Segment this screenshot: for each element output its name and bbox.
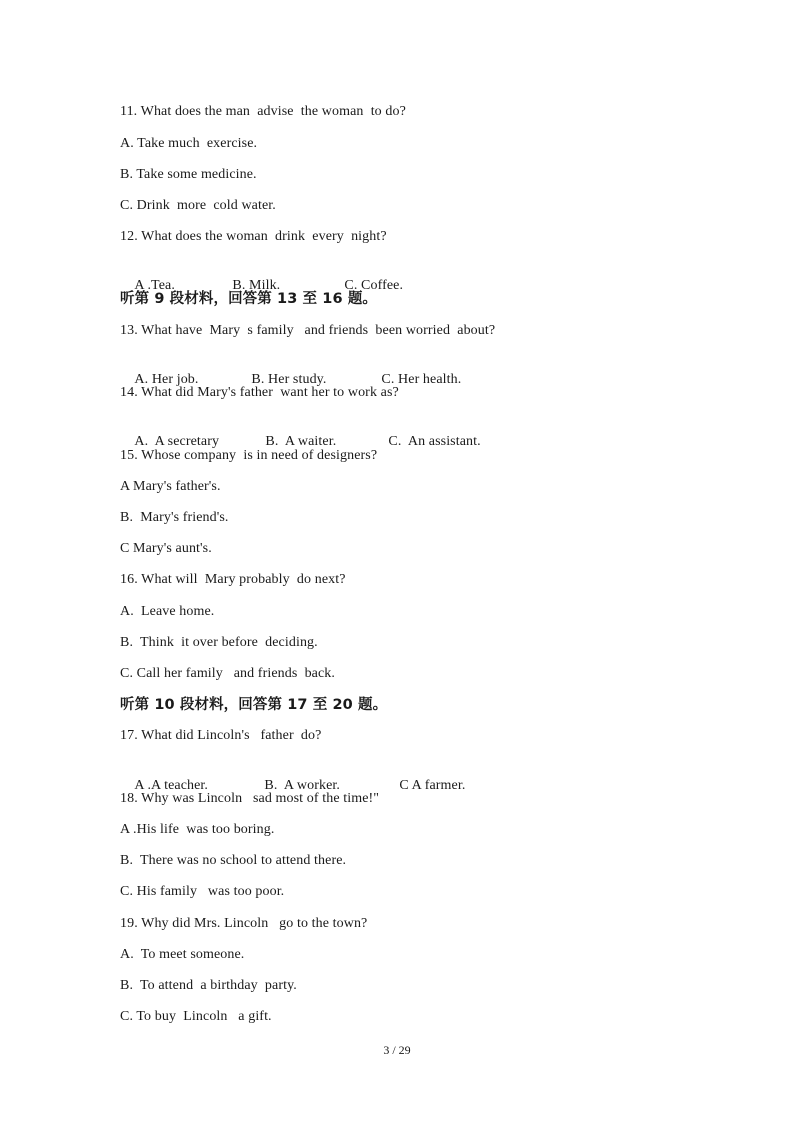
option-19-c: C. To buy Lincoln a gift. (120, 1009, 272, 1024)
option-15-b: B. Mary's friend's. (120, 510, 229, 525)
option-18-a: A .His life was too boring. (120, 822, 275, 837)
question-11: 11. What does the man advise the woman to do? (120, 104, 406, 119)
option-16-b: B. Think it over before deciding. (120, 635, 318, 650)
option-15-a: A Mary's father's. (120, 479, 221, 494)
question-19: 19. Why did Mrs. Lincoln go to the town? (120, 916, 368, 931)
section-heading-9: 听第 9 段材料，回答第 13 至 16 题。 (120, 291, 378, 307)
option-11-b: B. Take some medicine. (120, 167, 257, 182)
question-13: 13. What have Mary s family and friends been worried about? (120, 323, 496, 338)
option-17-a: A .A teacher. (134, 778, 209, 793)
question-17: 17. What did Lincoln's father do? (120, 728, 322, 743)
option-18-b: B. There was no school to attend there. (120, 853, 347, 868)
option-17-c: C A farmer. (399, 778, 466, 793)
option-14-b: B. A waiter. (265, 434, 337, 449)
option-16-c: C. Call her family and friends back. (120, 666, 336, 681)
section-heading-10: 听第 10 段材料，回答第 17 至 20 题。 (120, 697, 388, 713)
option-13-a: A. Her job. (134, 372, 199, 387)
option-18-c: C. His family was too poor. (120, 884, 285, 899)
question-12: 12. What does the woman drink every night? (120, 229, 387, 244)
option-16-a: A. Leave home. (120, 604, 215, 619)
page-number: 3 / 29 (383, 1043, 411, 1057)
option-14-a: A. A secretary (134, 434, 220, 449)
question-14: 14. What did Mary's father want her to work as? (120, 385, 399, 400)
option-13-b: B. Her study. (251, 372, 327, 387)
option-11-a: A. Take much exercise. (120, 136, 258, 151)
question-16: 16. What will Mary probably do next? (120, 572, 346, 587)
option-12-a: A .Tea. (134, 278, 175, 293)
option-12-c: C. Coffee. (344, 278, 404, 293)
option-19-a: A. To meet someone. (120, 947, 245, 962)
option-12-b: B. Milk. (232, 278, 281, 293)
option-13-c: C. Her health. (381, 372, 462, 387)
option-17-b: B. A worker. (264, 778, 340, 793)
option-14-c: C. An assistant. (388, 434, 481, 449)
option-11-c: C. Drink more cold water. (120, 198, 276, 213)
option-15-c: C Mary's aunt's. (120, 541, 212, 556)
question-18: 18. Why was Lincoln sad most of the time!" (120, 791, 380, 806)
option-19-b: B. To attend a birthday party. (120, 978, 297, 993)
question-15: 15. Whose company is in need of designers? (120, 448, 378, 463)
